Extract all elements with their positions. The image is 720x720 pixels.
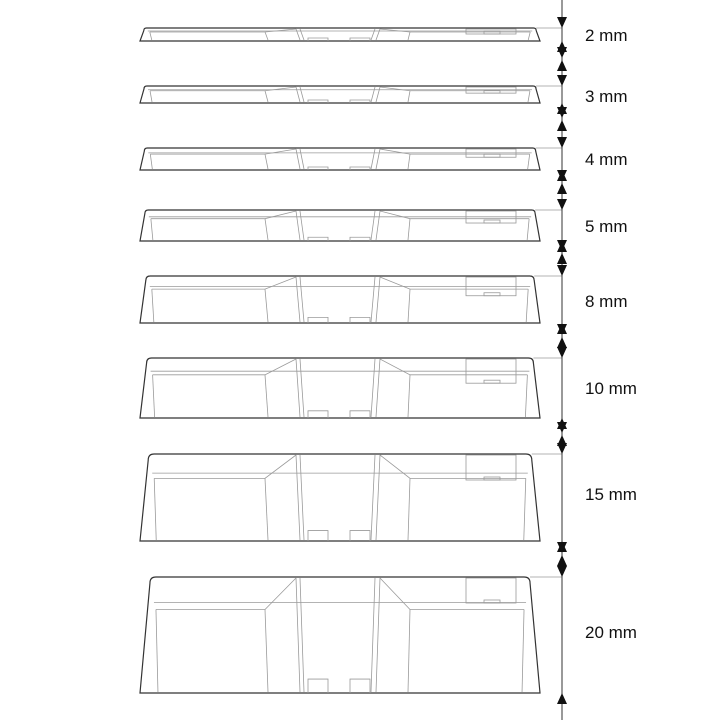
spacer-profile-10mm xyxy=(140,358,562,418)
right-wall xyxy=(522,609,524,692)
center-channel xyxy=(300,578,375,692)
dimension-arrowhead xyxy=(557,337,567,348)
spacer-outline xyxy=(140,148,540,170)
left-wall xyxy=(154,478,156,540)
center-channel xyxy=(300,359,375,417)
right-wall xyxy=(527,219,529,240)
spacer-profile-20mm xyxy=(140,577,562,693)
label-window-tab xyxy=(484,31,500,34)
right-recess-edge xyxy=(408,91,410,102)
right-recess-edge xyxy=(408,478,410,540)
center-channel-outer xyxy=(296,359,380,417)
right-recess-edge xyxy=(408,154,410,169)
bottom-slots xyxy=(308,411,370,418)
left-recess-edge xyxy=(265,609,268,692)
spacer-outline xyxy=(140,28,540,41)
spacer-outline xyxy=(140,86,540,103)
right-recess xyxy=(380,359,527,375)
left-recess-edge xyxy=(265,32,268,40)
spacer-outline xyxy=(140,210,540,241)
right-recess-edge xyxy=(408,219,410,240)
right-recess xyxy=(380,277,528,289)
label-window-tab xyxy=(484,154,500,157)
spacer-outline xyxy=(140,454,540,541)
right-wall xyxy=(528,91,530,102)
spacer-outline xyxy=(140,358,540,418)
center-channel-outer xyxy=(296,277,380,322)
spacer-profile-15mm xyxy=(140,454,562,541)
bottom-slots xyxy=(308,679,370,693)
dimension-arrowhead xyxy=(557,435,567,446)
left-recess-edge xyxy=(265,154,268,169)
right-wall xyxy=(524,478,526,540)
left-recess xyxy=(152,277,296,289)
right-recess xyxy=(380,29,530,32)
left-wall xyxy=(151,219,153,240)
center-channel xyxy=(300,149,375,169)
spacer-outline xyxy=(140,276,540,323)
left-recess xyxy=(150,87,296,91)
height-label-20mm: 20 mm xyxy=(585,623,637,642)
right-recess-edge xyxy=(408,289,410,322)
dimension-arrowhead xyxy=(557,347,567,358)
center-channel-outer xyxy=(296,211,380,240)
left-recess xyxy=(153,359,296,375)
dimension-arrowhead xyxy=(557,75,567,86)
height-label-2mm: 2 mm xyxy=(585,26,628,45)
height-label-8mm: 8 mm xyxy=(585,292,628,311)
center-channel-outer xyxy=(296,455,380,540)
height-label-3mm: 3 mm xyxy=(585,87,628,106)
height-label-4mm: 4 mm xyxy=(585,150,628,169)
label-window-tab xyxy=(484,293,500,296)
left-wall xyxy=(150,154,152,169)
label-window-tab xyxy=(484,220,500,223)
dimension-arrowhead xyxy=(557,555,567,566)
left-recess xyxy=(150,29,296,32)
dimension-arrowhead xyxy=(557,566,567,577)
right-recess-edge xyxy=(408,32,410,40)
right-recess xyxy=(380,211,529,219)
left-recess-edge xyxy=(265,91,268,102)
left-wall xyxy=(152,289,154,322)
dimension-arrowhead xyxy=(557,693,567,704)
center-channel-outer xyxy=(296,149,380,169)
left-wall xyxy=(150,32,152,40)
height-label-15mm: 15 mm xyxy=(585,485,637,504)
left-recess-edge xyxy=(265,289,268,322)
right-recess-edge xyxy=(408,375,410,417)
right-recess xyxy=(380,578,524,609)
left-recess-edge xyxy=(265,219,268,240)
bottom-slots xyxy=(308,531,370,541)
center-channel-outer xyxy=(296,578,380,692)
dimension-arrowhead xyxy=(557,137,567,148)
left-recess xyxy=(154,455,296,478)
spacer-outline xyxy=(140,577,540,693)
left-recess xyxy=(150,149,296,154)
dimension-arrowhead xyxy=(557,120,567,131)
center-channel xyxy=(300,455,375,540)
spacer-profile-5mm xyxy=(140,210,562,241)
right-wall xyxy=(525,375,527,417)
left-wall xyxy=(153,375,155,417)
spacer-profile-3mm xyxy=(140,86,562,103)
right-wall xyxy=(526,289,528,322)
dimension-arrowhead xyxy=(557,17,567,28)
right-recess xyxy=(380,87,530,91)
left-recess-edge xyxy=(265,478,268,540)
height-label-5mm: 5 mm xyxy=(585,217,628,236)
left-recess xyxy=(156,578,296,609)
right-recess-edge xyxy=(408,609,410,692)
spacer-profile-2mm xyxy=(140,28,562,41)
right-wall xyxy=(528,154,530,169)
center-channel xyxy=(300,211,375,240)
dimension-arrowhead xyxy=(557,265,567,276)
dimension-arrowhead xyxy=(557,47,567,58)
spacer-profile-8mm xyxy=(140,276,562,323)
label-window-tab xyxy=(484,380,500,383)
label-window xyxy=(466,29,516,34)
bottom-slots xyxy=(308,317,370,323)
right-recess xyxy=(380,149,530,154)
left-recess-edge xyxy=(265,375,268,417)
center-channel xyxy=(300,277,375,322)
left-wall xyxy=(150,91,152,102)
dimension-arrowhead xyxy=(557,253,567,264)
label-window xyxy=(466,578,516,603)
label-window xyxy=(466,455,516,480)
spacer-profile-4mm xyxy=(140,148,562,170)
right-wall xyxy=(528,32,530,40)
left-recess xyxy=(151,211,296,219)
dimension-arrowhead xyxy=(557,183,567,194)
left-wall xyxy=(156,609,158,692)
right-recess xyxy=(380,455,526,478)
dimension-arrowhead xyxy=(557,60,567,71)
dimension-arrowhead xyxy=(557,199,567,210)
height-label-10mm: 10 mm xyxy=(585,379,637,398)
